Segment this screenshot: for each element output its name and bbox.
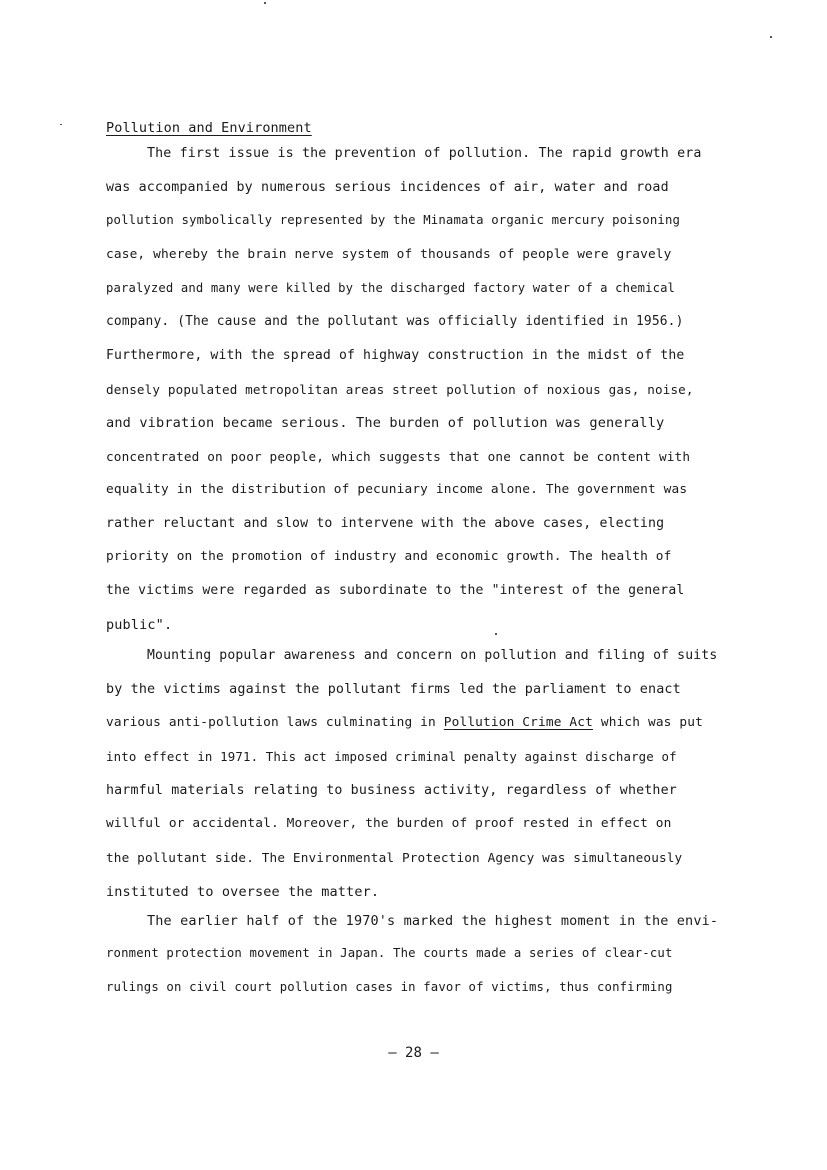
text-line: Furthermore, with the spread of highway construction in the midst of the bbox=[106, 348, 685, 363]
text-line bbox=[106, 715, 703, 730]
text-line: equality in the distribution of pecuniary income alone. The government was bbox=[106, 482, 688, 497]
text-line-part: which was put bbox=[592, 715, 703, 730]
text-line: and vibration became serious. The burden of pollution was generally bbox=[106, 415, 665, 431]
text-line: instituted to oversee the matter. bbox=[106, 884, 380, 900]
text-line: priority on the promotion of industry and economic growth. The health of bbox=[106, 549, 672, 564]
scan-speck bbox=[770, 36, 772, 38]
text-line: case, whereby the brain nerve system of thousands of people were gravely bbox=[106, 247, 672, 262]
text-line: ronment protection movement in Japan. The courts made a series of clear-cut bbox=[106, 946, 673, 960]
text-line-part: various anti-pollution laws culminating in bbox=[106, 715, 444, 730]
text-line: rulings on civil court pollution cases in favor of victims, thus confirming bbox=[106, 980, 673, 994]
scan-speck bbox=[495, 633, 497, 635]
text-line: Mounting popular awareness and concern on pollution and filing of suits bbox=[147, 648, 718, 663]
text-line: into effect in 1971. This act imposed criminal penalty against discharge of bbox=[106, 749, 677, 764]
text-line: rather reluctant and slow to intervene with the above cases, electing bbox=[106, 516, 665, 531]
text-line: by the victims against the pollutant firms led the parliament to enact bbox=[106, 682, 681, 697]
text-line: was accompanied by numerous serious incidences of air, water and road bbox=[106, 180, 669, 195]
text-line: company. (The cause and the pollutant was officially identified in 1956.) bbox=[106, 314, 684, 329]
section-heading: Pollution and Environment bbox=[106, 120, 312, 136]
page-number: – 28 – bbox=[388, 1045, 439, 1061]
text-line: public". bbox=[106, 617, 173, 633]
text-line: paralyzed and many were killed by the discharged factory water of a chemical bbox=[106, 281, 676, 295]
text-line: concentrated on poor people, which suggests that one cannot be content with bbox=[106, 449, 691, 464]
text-line: The earlier half of the 1970's marked the highest moment in the envi- bbox=[147, 913, 719, 929]
text-line: willful or accidental. Moreover, the burden of proof rested in effect on bbox=[106, 816, 672, 831]
scan-speck bbox=[60, 124, 62, 125]
text-line: The first issue is the prevention of pollution. The rapid growth era bbox=[147, 146, 702, 161]
scan-speck bbox=[264, 2, 266, 4]
text-line: the victims were regarded as subordinate to the "interest of the general bbox=[106, 583, 685, 598]
text-line: pollution symbolically represented by the Minamata organic mercury poisoning bbox=[106, 213, 681, 227]
act-name: Pollution Crime Act bbox=[443, 715, 593, 730]
text-line: the pollutant side. The Environmental Protection Agency was simultaneously bbox=[106, 850, 683, 865]
text-line: harmful materials relating to business activity, regardless of whether bbox=[106, 783, 677, 798]
text-line: densely populated metropolitan areas street pollution of noxious gas, noise, bbox=[106, 382, 694, 397]
